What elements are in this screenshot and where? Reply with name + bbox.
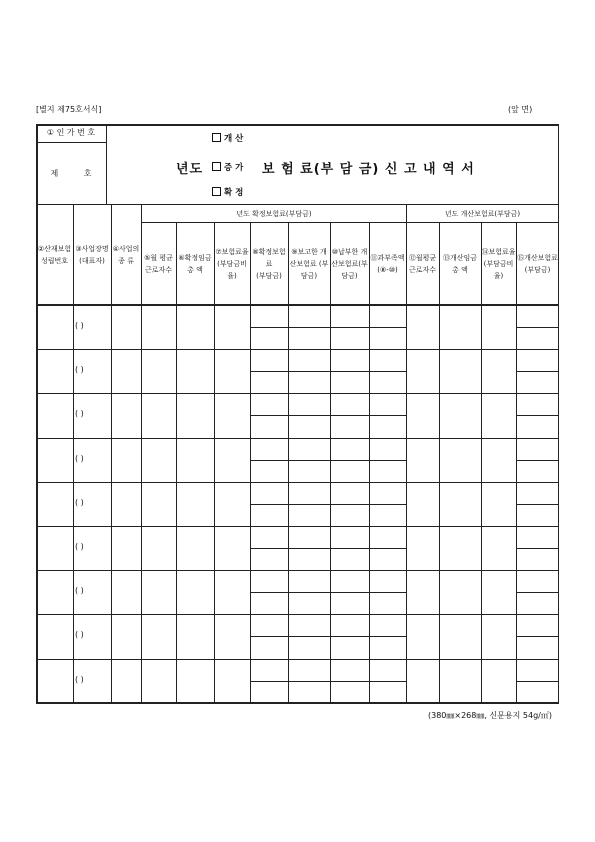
header-difference: ⑪과부족액 (⑧-⑩) [370,253,405,274]
table-cell[interactable] [369,349,406,393]
header-confirmed-premium-col: ⑧확정보험료 (부담금) [252,247,286,280]
representative-parens: ( ) [75,586,84,596]
table-cell[interactable] [481,659,516,703]
page-side: (앞 면) [508,105,533,114]
table-cell[interactable] [369,482,406,526]
table-cell[interactable] [369,659,406,703]
table-cell[interactable] [141,659,176,703]
representative-parens: ( ) [75,453,84,463]
table-cell[interactable] [516,305,559,349]
table-cell[interactable] [288,482,330,526]
table-cell[interactable] [250,482,288,526]
table-cell[interactable] [439,393,481,437]
table-cell[interactable] [214,393,250,437]
permit-number-label: ① 인 가 번 호 [46,128,96,137]
table-cell[interactable] [439,659,481,703]
table-cell[interactable] [214,349,250,393]
title-option-increase[interactable]: 증 가 [212,161,243,173]
header-avg-workers-est: ⑫월평균 근로자수 [408,253,437,274]
table-cell[interactable] [141,393,176,437]
table-cell[interactable] [406,614,439,658]
table-cell[interactable] [36,482,73,526]
table-cell[interactable] [250,570,288,614]
table-cell[interactable] [36,614,73,658]
table-cell[interactable] [214,526,250,570]
table-cell[interactable] [250,305,288,349]
table-cell[interactable] [330,438,369,482]
page-title: 보 험 료(부 담 금) 신 고 내 역 서 [262,162,475,177]
table-cell[interactable] [176,526,214,570]
title-option-confirmed[interactable]: 확 정 [212,186,243,198]
table-cell[interactable] [330,349,369,393]
table-cell[interactable] [439,305,481,349]
table-cell[interactable] [516,570,559,614]
table-cell[interactable] [250,438,288,482]
table-cell[interactable] [141,438,176,482]
checkbox-icon [212,187,221,196]
representative-parens: ( ) [75,497,84,507]
table-cell[interactable] [141,570,176,614]
table-cell[interactable] [250,393,288,437]
table-cell[interactable] [330,659,369,703]
table-cell[interactable] [439,349,481,393]
table-cell[interactable] [406,526,439,570]
table-cell[interactable] [369,526,406,570]
table-cell[interactable] [481,438,516,482]
table-cell[interactable] [330,570,369,614]
table-cell[interactable] [481,526,516,570]
table-cell[interactable] [330,482,369,526]
checkbox-icon [212,162,221,171]
table-cell[interactable] [330,393,369,437]
table-cell[interactable] [111,614,141,658]
table-cell[interactable] [214,614,250,658]
table-cell[interactable] [176,659,214,703]
report-form [36,124,559,704]
table-cell[interactable] [481,482,516,526]
table-cell[interactable] [516,526,559,570]
table-cell[interactable] [516,659,559,703]
title-year: 년도 [176,162,204,177]
table-cell[interactable] [250,614,288,658]
table-cell[interactable] [330,305,369,349]
table-cell[interactable] [406,570,439,614]
table-cell[interactable] [369,305,406,349]
table-cell[interactable] [111,349,141,393]
table-cell[interactable] [406,305,439,349]
representative-parens: ( ) [75,630,84,640]
table-cell[interactable] [406,393,439,437]
table-cell[interactable] [111,305,141,349]
header-estimated-premium-col: ⑮개산보험료 (부담금) [517,253,558,274]
table-cell[interactable] [36,393,73,437]
header-confirmed-premium: 년도 확정보험료(부담금) [236,209,312,218]
table-cell[interactable] [369,438,406,482]
table-cell[interactable] [36,438,73,482]
table-cell[interactable] [288,349,330,393]
table-cell[interactable] [369,570,406,614]
table-cell[interactable] [481,305,516,349]
table-cell[interactable] [111,393,141,437]
table-cell[interactable] [36,570,73,614]
table-cell[interactable] [214,305,250,349]
table-cell[interactable] [481,614,516,658]
header-confirmed-wage: ⑥확정임금 총 액 [178,253,212,274]
table-cell[interactable] [141,349,176,393]
table-cell[interactable] [330,614,369,658]
representative-parens: ( ) [75,409,84,419]
table-cell[interactable] [214,659,250,703]
header-business-name: ③사업장명 (대표자) [75,244,109,265]
table-cell[interactable] [516,482,559,526]
representative-parens: ( ) [75,542,84,551]
table-cell[interactable] [288,570,330,614]
table-cell[interactable] [288,614,330,658]
table-cell[interactable] [36,349,73,393]
table-cell[interactable] [176,570,214,614]
table-cell[interactable] [111,659,141,703]
table-cell[interactable] [406,659,439,703]
paper-spec: (380㎜×268㎜, 신문용지 54g/㎡) [428,711,552,720]
table-cell[interactable] [481,570,516,614]
permit-number-field[interactable]: 제 호 [50,168,92,178]
table-cell[interactable] [406,482,439,526]
table-cell[interactable] [176,349,214,393]
table-cell[interactable] [439,614,481,658]
table-cell[interactable] [406,349,439,393]
table-cell[interactable] [369,393,406,437]
table-cell[interactable] [288,305,330,349]
title-option-estimated[interactable]: 개 산 [212,132,243,144]
table-cell[interactable] [141,526,176,570]
table-cell[interactable] [214,482,250,526]
checkbox-icon [212,133,221,142]
table-cell[interactable] [176,614,214,658]
table-cell[interactable] [250,659,288,703]
header-rate: ⑦보험료율 (부담금비율) [215,247,249,280]
table-cell[interactable] [176,305,214,349]
representative-parens: ( ) [75,674,84,684]
table-cell[interactable] [439,482,481,526]
table-cell[interactable] [481,349,516,393]
header-reported-premium: ⑨보고한 개 산보험료 (부 담금) [289,247,329,280]
table-cell[interactable] [288,659,330,703]
representative-parens: ( ) [75,321,84,330]
table-cell[interactable] [111,482,141,526]
table-cell[interactable] [111,526,141,570]
table-cell[interactable] [214,438,250,482]
table-cell[interactable] [516,393,559,437]
table-cell[interactable] [36,526,73,570]
header-estimated-wage: ⑬개산임금 총 액 [442,253,478,274]
header-avg-workers: ⑤월 평균 근로자수 [144,253,173,274]
table-cell[interactable] [288,526,330,570]
table-cell[interactable] [111,570,141,614]
header-rate-est: ⑭보험료율 (부담금비율) [481,247,516,280]
table-cell[interactable] [516,438,559,482]
table-cell[interactable] [288,393,330,437]
table-cell[interactable] [288,438,330,482]
table-cell[interactable] [36,305,73,349]
table-cell[interactable] [439,570,481,614]
header-insurance-number: ②산재보험 성립번호 [37,244,72,265]
table-cell[interactable] [369,614,406,658]
table-cell[interactable] [176,393,214,437]
table-cell[interactable] [176,438,214,482]
header-paid-premium: ⑩납부한 개 산보험료(부 담금) [331,247,368,280]
table-cell[interactable] [250,526,288,570]
table-cell[interactable] [141,482,176,526]
table-cell[interactable] [516,349,559,393]
header-estimated-premium: 년도 개산보험료(부담금) [444,209,521,218]
table-cell[interactable] [176,482,214,526]
representative-parens: ( ) [75,365,84,375]
table-cell[interactable] [141,305,176,349]
table-cell[interactable] [330,526,369,570]
form-number: [별지 제75호서식] [36,105,102,114]
header-business-type: ④사업의 종 류 [112,244,140,265]
table-cell[interactable] [406,438,439,482]
table-cell[interactable] [111,438,141,482]
table-cell[interactable] [516,614,559,658]
table-cell[interactable] [439,526,481,570]
table-cell[interactable] [36,659,73,703]
table-cell[interactable] [214,570,250,614]
table-cell[interactable] [439,438,481,482]
table-cell[interactable] [481,393,516,437]
table-cell[interactable] [250,349,288,393]
table-cell[interactable] [141,614,176,658]
